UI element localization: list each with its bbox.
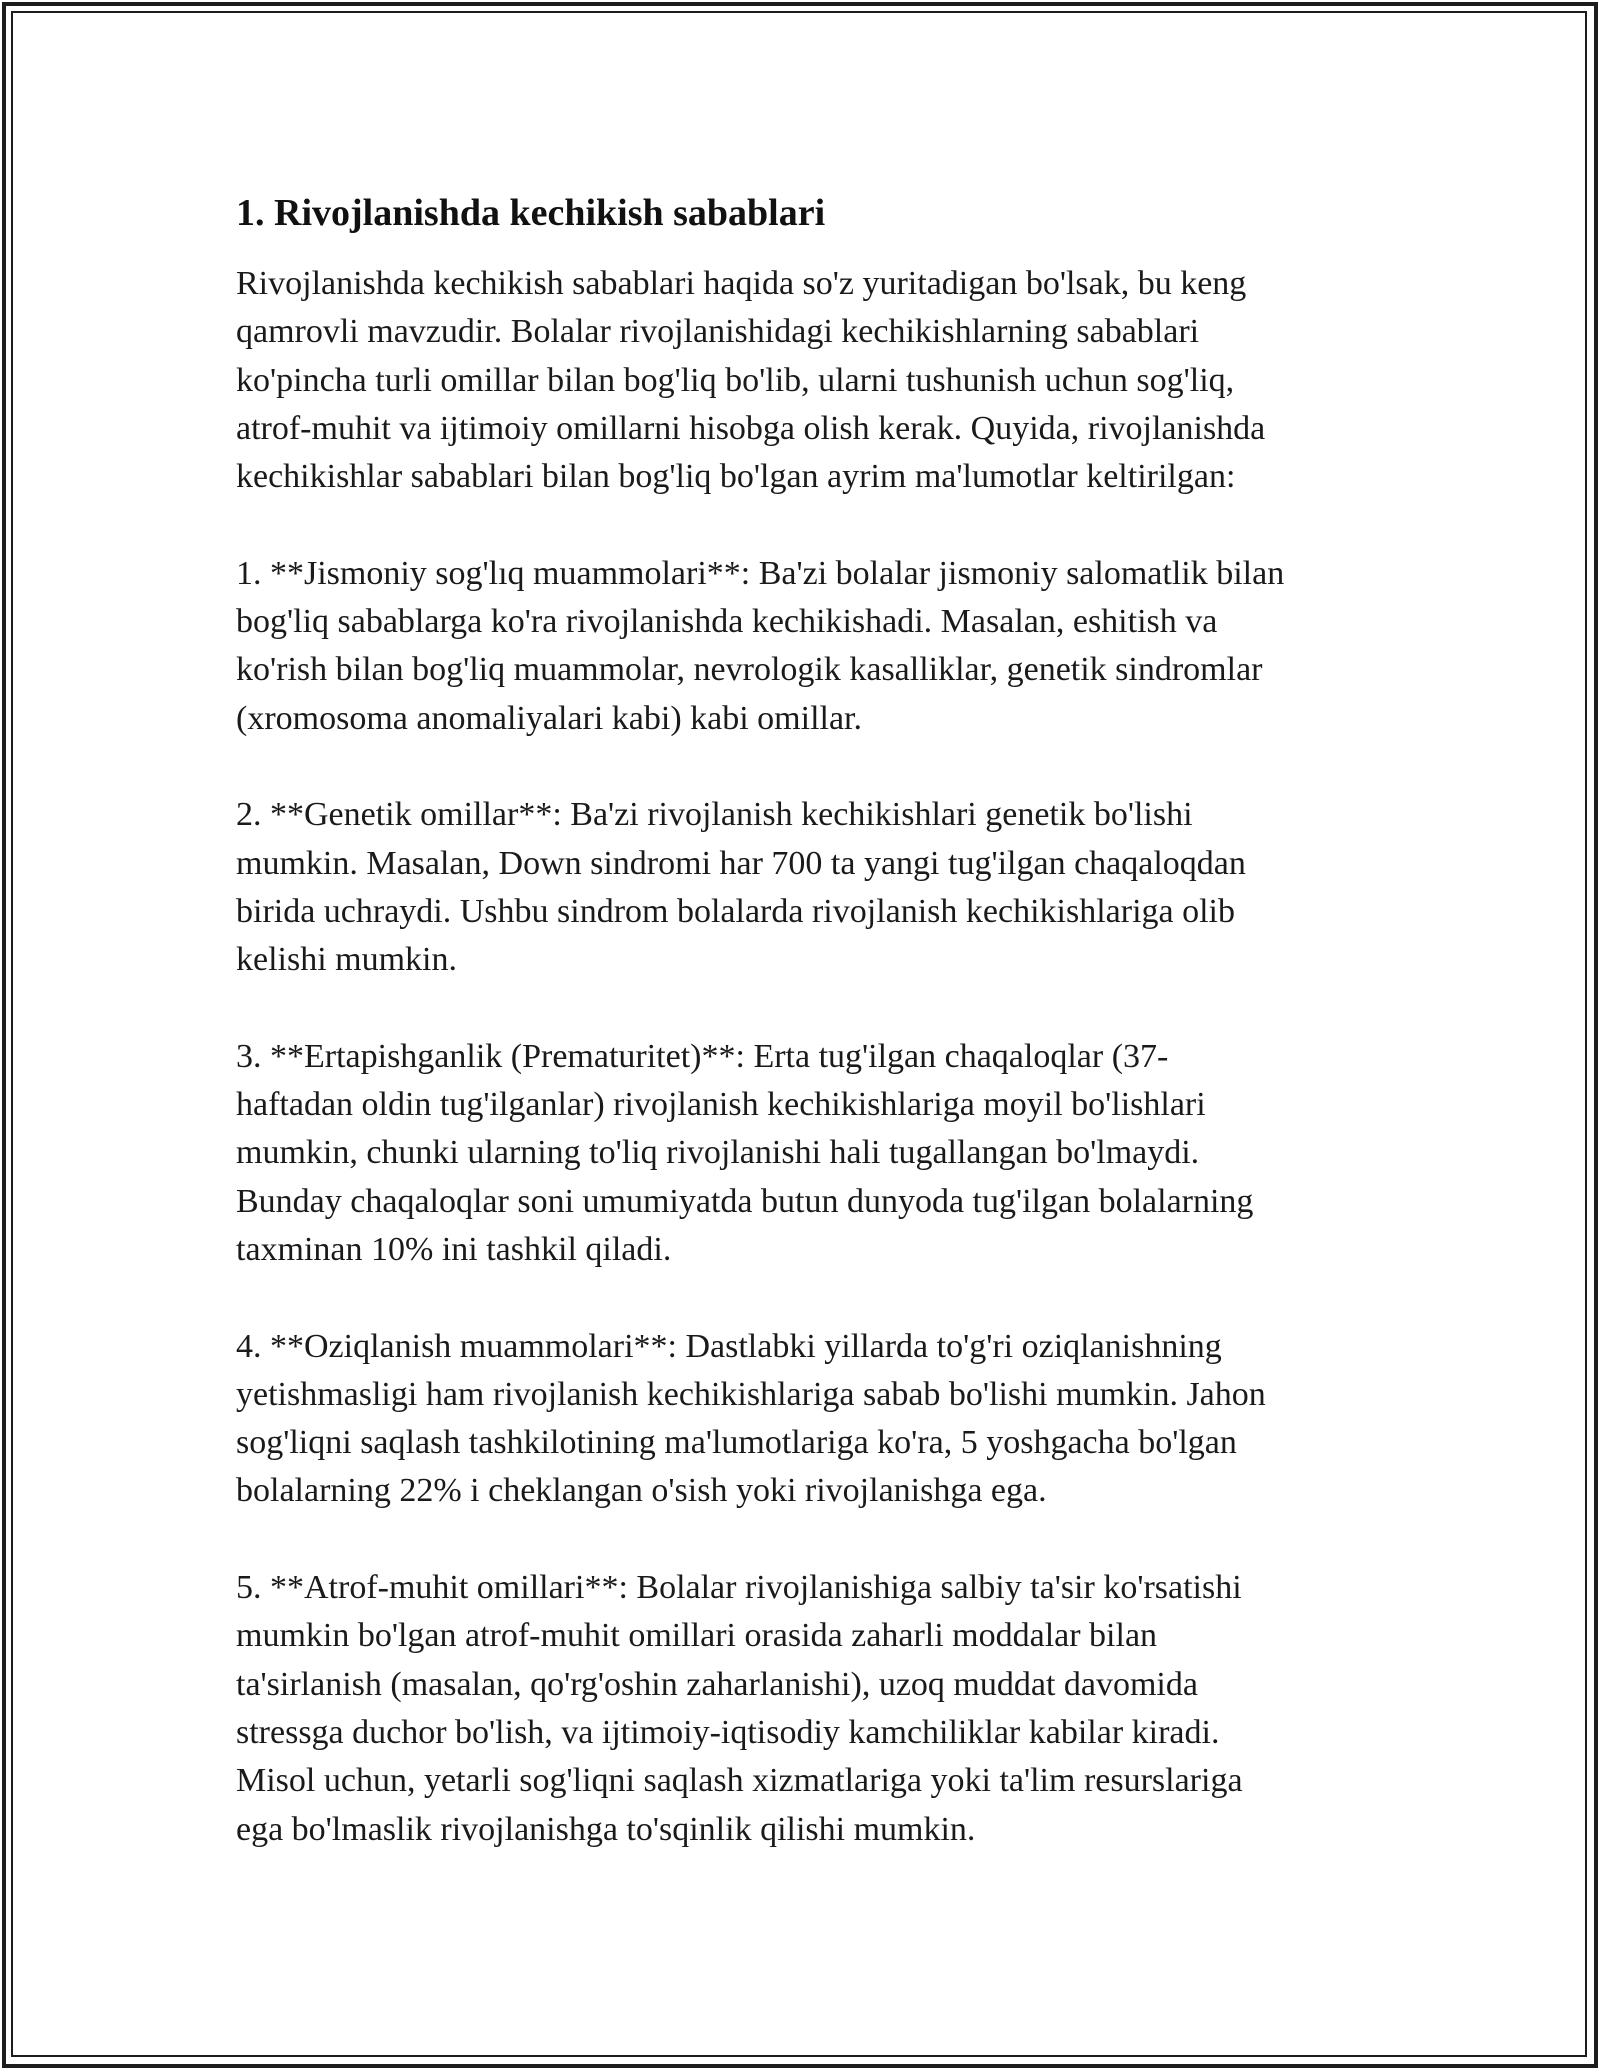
list-item-physical-health (236, 550, 1396, 743)
text-line: qamrovli mavzudir. Bolalar rivojlanishidagi kechikishlarning sabablari (236, 313, 1200, 351)
text-line: 2. **Genetik omillar**: Ba'zi rivojlanish kechikishlari genetik bo'lishi (236, 796, 1193, 834)
text-line: ko'pincha turli omillar bilan bog'liq bo'lib, ularni tushunish uchun sog'liq, (236, 361, 1235, 399)
text-line: 1. **Jismoniy sog'lıq muammolari**: Ba'zi bolalar jismoniy salomatlik bilan (236, 554, 1285, 592)
text-line: mumkin bo'lgan atrof-muhit omillari orasida zaharli moddalar bilan (236, 1617, 1158, 1655)
text-line: (xromosoma anomaliyalari kabi) kabi omillar. (236, 699, 862, 737)
text-line: mumkin, chunki ularning to'liq rivojlanishi hali tugallangan bo'lmaydi. (236, 1134, 1200, 1172)
section-heading: 1. Rivojlanishda kechikish sabablari (236, 192, 826, 234)
text-line: stressga duchor bo'lish, va ijtimoiy-iqtisodiy kamchiliklar kabilar kiradi. (236, 1713, 1220, 1751)
text-line: 4. **Oziqlanish muammolari**: Dastlabki yillarda to'g'ri oziqlanishning (236, 1327, 1222, 1365)
text-line: kechikishlar sabablari bilan bog'liq bo'lgan ayrim ma'lumotlar keltirilgan: (236, 458, 1236, 496)
list-item-genetic-factors (236, 791, 1396, 984)
text-line: mumkin. Masalan, Down sindromi har 700 ta yangi tug'ilgan chaqaloqdan (236, 844, 1246, 882)
text-line: yetishmasligi ham rivojlanish kechikishlariga sabab bo'lishi mumkin. Jahon (236, 1375, 1266, 1413)
list-item-prematurity (236, 1033, 1396, 1274)
list-item-nutrition (236, 1323, 1396, 1516)
text-line: Bunday chaqaloqlar soni umumiyatda butun dunyoda tug'ilgan bolalarning (236, 1182, 1254, 1220)
text-line: bolalarning 22% i cheklangan o'sish yoki rivojlanishga ega. (236, 1472, 1047, 1510)
text-line: 3. **Ertapishganlik (Prematuritet)**: Erta tug'ilgan chaqaloqlar (37- (236, 1037, 1169, 1075)
text-line: taxminan 10% ini tashkil qiladi. (236, 1230, 672, 1268)
text-line: kelishi mumkin. (236, 941, 457, 979)
text-line: Rivojlanishda kechikish sabablari haqida so'z yuritadigan bo'lsak, bu keng (236, 265, 1247, 302)
document-body (236, 186, 1396, 1902)
text-line: sog'liqni saqlash tashkilotining ma'lumotlariga ko'ra, 5 yoshgacha bo'lgan (236, 1424, 1237, 1462)
list-item-environment (236, 1564, 1396, 1854)
text-line: ta'sirlanish (masalan, qo'rg'oshin zaharlanishi), uzoq muddat davomida (236, 1665, 1198, 1703)
text-line: haftadan oldin tug'ilganlar) rivojlanish kechikishlariga moyil bo'lishlari (236, 1086, 1206, 1124)
text-line: birida uchraydi. Ushbu sindrom bolalarda rivojlanish kechikishlariga olib (236, 892, 1235, 930)
text-line: ko'rish bilan bog'liq muammolar, nevrologik kasalliklar, genetik sindromlar (236, 651, 1263, 689)
text-line: ega bo'lmaslik rivojlanishga to'sqinlik qilishi mumkin. (236, 1810, 976, 1848)
text-line: atrof-muhit va ijtimoiy omillarni hisobga olish kerak. Quyida, rivojlanishda (236, 409, 1266, 447)
text-line: Misol uchun, yetarli sog'liqni saqlash xizmatlariga yoki ta'lim resurslariga (236, 1762, 1243, 1800)
text-line: 5. **Atrof-muhit omillari**: Bolalar rivojlanishiga salbiy ta'sir ko'rsatishi (236, 1569, 1242, 1607)
text-line: bog'liq sabablarga ko'ra rivojlanishda kechikishadi. Masalan, eshitish va (236, 603, 1218, 641)
intro-paragraph (236, 260, 1396, 501)
